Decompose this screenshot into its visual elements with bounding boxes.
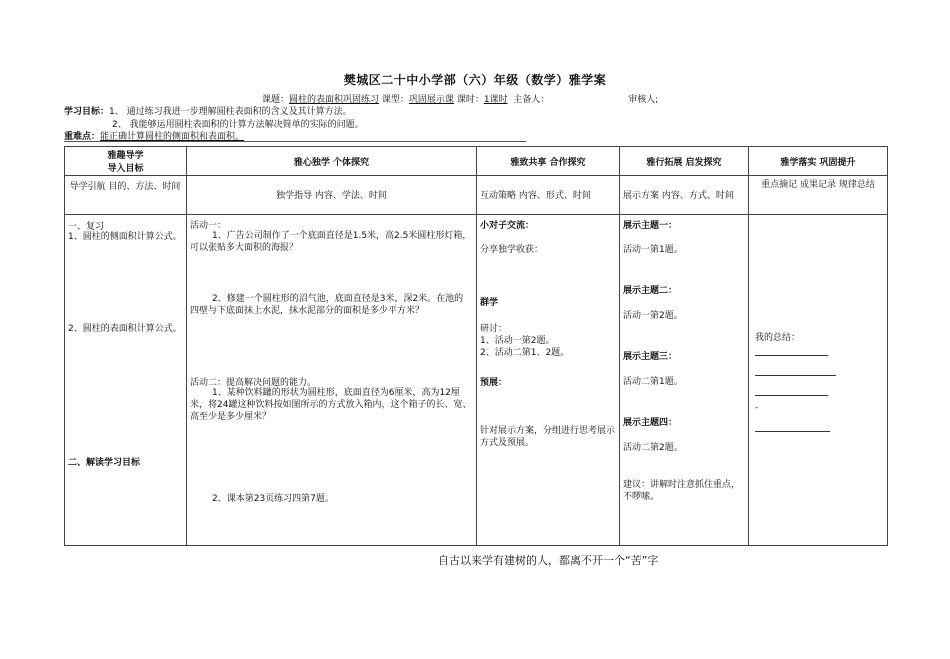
- key-points-label: 重难点：: [64, 132, 101, 142]
- type-label: 课型：: [381, 95, 409, 105]
- topic-label: 课题：: [262, 95, 290, 105]
- subheader-col-3-text: 互动策略 内容、形式、时间: [480, 191, 591, 201]
- theme-4-heading: 展示主题四：: [623, 418, 678, 428]
- answer-line-4: [755, 431, 830, 432]
- review-heading: 一、复习: [68, 222, 105, 232]
- theme-2-text: 活动一第2题。: [623, 311, 683, 321]
- review-item-2: 2、圆柱的表面积计算公式。: [68, 324, 182, 334]
- goal-item-1: 1、 通过练习我进一步理解圆柱表面积的含义及其计算方法。: [109, 107, 352, 117]
- body-col-2: [187, 215, 477, 546]
- study-label: 研讨：: [480, 324, 508, 334]
- goal-line-1: [64, 104, 352, 117]
- hours-label: 课时：: [456, 95, 484, 105]
- divider: [64, 141, 526, 142]
- activity-1-question-2: 2、修建一个圆柱形的沼气池，底面直径是3米，深2米。在池的四壁与下底面抹上水泥，抹水泥部分的面积是多少平方米？: [190, 294, 464, 316]
- reviewer-label: 审核人;: [628, 95, 659, 105]
- study-item-1: 1、活动一第2题。: [480, 336, 555, 346]
- activity-2-question-1: 1、某种饮料罐的形状为圆柱形，底面直径为6厘米，高为12厘米，将24罐这种饮料按如图所示的方式放入箱内，这个箱子的长、宽、高至少是多少厘米？: [190, 388, 472, 422]
- pair-exchange-heading: 小对子交流：: [480, 221, 535, 231]
- header-col-5: 雅学落实 巩固提升: [749, 147, 888, 176]
- section-2-heading: 二、解读学习目标: [68, 458, 141, 468]
- preview-text: 针对展示方案，分组进行思考展示方式及预展。: [480, 426, 616, 448]
- subheader-col-4-text: 展示方案 内容、方式、时间: [623, 191, 734, 201]
- body-col-1: [65, 215, 187, 546]
- body-col-3: [477, 215, 620, 546]
- subheader-col-1-text: 导学引航 目的、方法、时间: [69, 182, 181, 192]
- goals-label: 学习目标：: [64, 107, 110, 117]
- advice-text: 建议：讲解时注意抓住重点，不啰嗦。: [623, 480, 741, 502]
- goal-item-2: 2、 我能够运用圆柱表面积的计算方法解决简单的实际的问题。: [112, 120, 364, 130]
- answer-line-3: [755, 395, 828, 396]
- subheader-col-2-text: 独学指导 内容、学法、时间: [276, 191, 387, 201]
- header-col-3: 雅致共享 合作探究: [477, 147, 620, 176]
- activity-1-heading: 活动一：: [190, 221, 227, 231]
- theme-2-heading: 展示主题二：: [623, 286, 678, 296]
- topic-value: 圆柱的表面积巩固练习: [289, 95, 380, 105]
- footer-quote: 自古以来学有建树的人，都离不开一个“苦”字: [438, 554, 659, 567]
- header-col-1-line2: 导入目标: [107, 164, 144, 174]
- body-col-5: [749, 215, 888, 546]
- header-col-1-line1: 雅趣导学: [107, 151, 144, 161]
- activity-2-question-2: 2、课本第23页练习四第7题。: [212, 494, 334, 504]
- activity-2-heading: 活动二：提高解决问题的能力。: [190, 378, 317, 388]
- dash-mark: -: [755, 403, 759, 413]
- theme-3-text: 活动二第1题。: [623, 377, 683, 387]
- body-col-4: [620, 215, 749, 546]
- subheader-col-4: [620, 176, 749, 215]
- pair-exchange-text: 分享独学收获：: [480, 245, 544, 255]
- answer-line-1: [755, 355, 828, 356]
- theme-1-heading: 展示主题一：: [623, 221, 678, 231]
- key-points-text: 能正确计算圆柱的侧面积和表面积。: [100, 132, 245, 142]
- subheader-col-5: [749, 176, 888, 215]
- header-col-2: 雅心独学 个体探究: [187, 147, 477, 176]
- header-col-4: 雅行拓展 启发探究: [620, 147, 749, 176]
- review-item-1: 1、圆柱的侧面积计算公式。: [68, 232, 182, 242]
- activity-1-question-1: 1、广告公司制作了一个底面直径是1.5米，高2.5米圆柱形灯箱，可以张贴多大面积的海报？: [190, 231, 472, 253]
- hours-value: 1课时: [483, 95, 508, 105]
- theme-4-text: 活动二第2题。: [623, 443, 683, 453]
- subheader-col-1: [65, 176, 187, 215]
- page-title: 樊城区二十中小学部（六）年级（数学）雅学案: [343, 73, 607, 87]
- type-value: 巩固展示课: [408, 95, 454, 105]
- study-table: [64, 146, 888, 546]
- theme-3-heading: 展示主题三：: [623, 352, 678, 362]
- answer-line-2: [755, 375, 836, 376]
- subheader-col-5-text: 重点摘记 成果记录 规律总结: [761, 180, 875, 190]
- summary-label: 我的总结：: [755, 333, 801, 343]
- subheader-col-3: [477, 176, 620, 215]
- theme-1-text: 活动一第1题。: [623, 245, 683, 255]
- preparer-label: 主备人：: [513, 95, 550, 105]
- header-col-1: [65, 147, 187, 176]
- subheader-col-2: [187, 176, 477, 215]
- preview-heading: 预展：: [480, 378, 508, 388]
- study-item-2: 2、活动二第1、2题。: [480, 348, 570, 358]
- group-heading: 群学: [480, 298, 499, 308]
